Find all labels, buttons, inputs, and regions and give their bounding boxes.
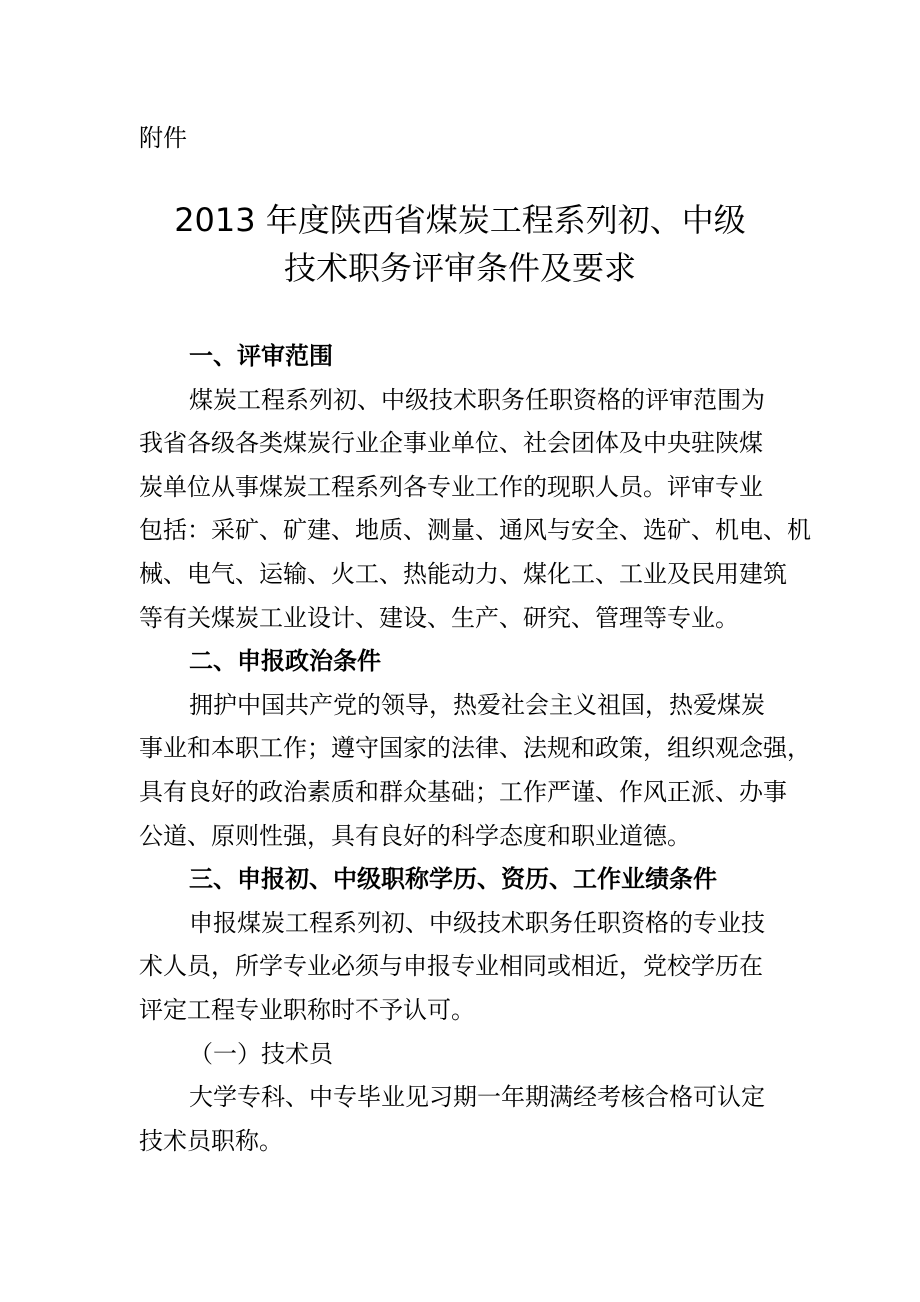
paragraph-line: 评定工程专业职称时不予认可。 [139,995,475,1024]
title-line-2: 技术职务评审条件及要求 [283,249,636,287]
paragraph-line: 煤炭工程系列初、中级技术职务任职资格的评审范围为 [189,385,765,414]
paragraph-line: 拥护中国共产党的领导，热爱社会主义祖国，热爱煤炭 [189,690,765,719]
subsection-heading-technician: （一）技术员 [189,1039,333,1068]
paragraph-line: 械、电气、运输、火工、热能动力、煤化工、工业及民用建筑 [139,559,787,588]
paragraph-line: 包括：采矿、矿建、地质、测量、通风与安全、选矿、机电、机 [139,516,811,545]
paragraph-line: 炭单位从事煤炭工程系列各专业工作的现职人员。评审专业 [139,472,763,501]
paragraph-line: 技术员职称。 [139,1126,283,1155]
paragraph-line: 公道、原则性强，具有良好的科学态度和职业道德。 [139,821,691,850]
document-title [0,196,920,292]
title-line-1: 2013 年度陕西省煤炭工程系列初、中级 [174,201,746,239]
section-heading-scope: 一、评审范围 [189,342,333,370]
document-body [139,335,811,1163]
paragraph-line: 申报煤炭工程系列初、中级技术职务任职资格的专业技 [189,908,765,937]
section-heading-qualifications: 三、申报初、中级职称学历、资历、工作业绩条件 [189,865,717,894]
attachment-label: 附件 [139,124,187,152]
paragraph-line: 具有良好的政治素质和群众基础；工作严谨、作风正派、办事 [139,777,787,806]
paragraph-line: 我省各级各类煤炭行业企事业单位、社会团体及中央驻陕煤 [139,429,763,458]
paragraph-line: 等有关煤炭工业设计、建设、生产、研究、管理等专业。 [139,603,739,632]
paragraph-line: 术人员，所学专业必须与申报专业相同或相近，党校学历在 [139,952,763,981]
paragraph-line: 大学专科、中专毕业见习期一年期满经考核合格可认定 [189,1083,765,1112]
paragraph-line: 事业和本职工作；遵守国家的法律、法规和政策，组织观念强， [139,734,811,763]
section-heading-political: 二、申报政治条件 [189,647,381,676]
